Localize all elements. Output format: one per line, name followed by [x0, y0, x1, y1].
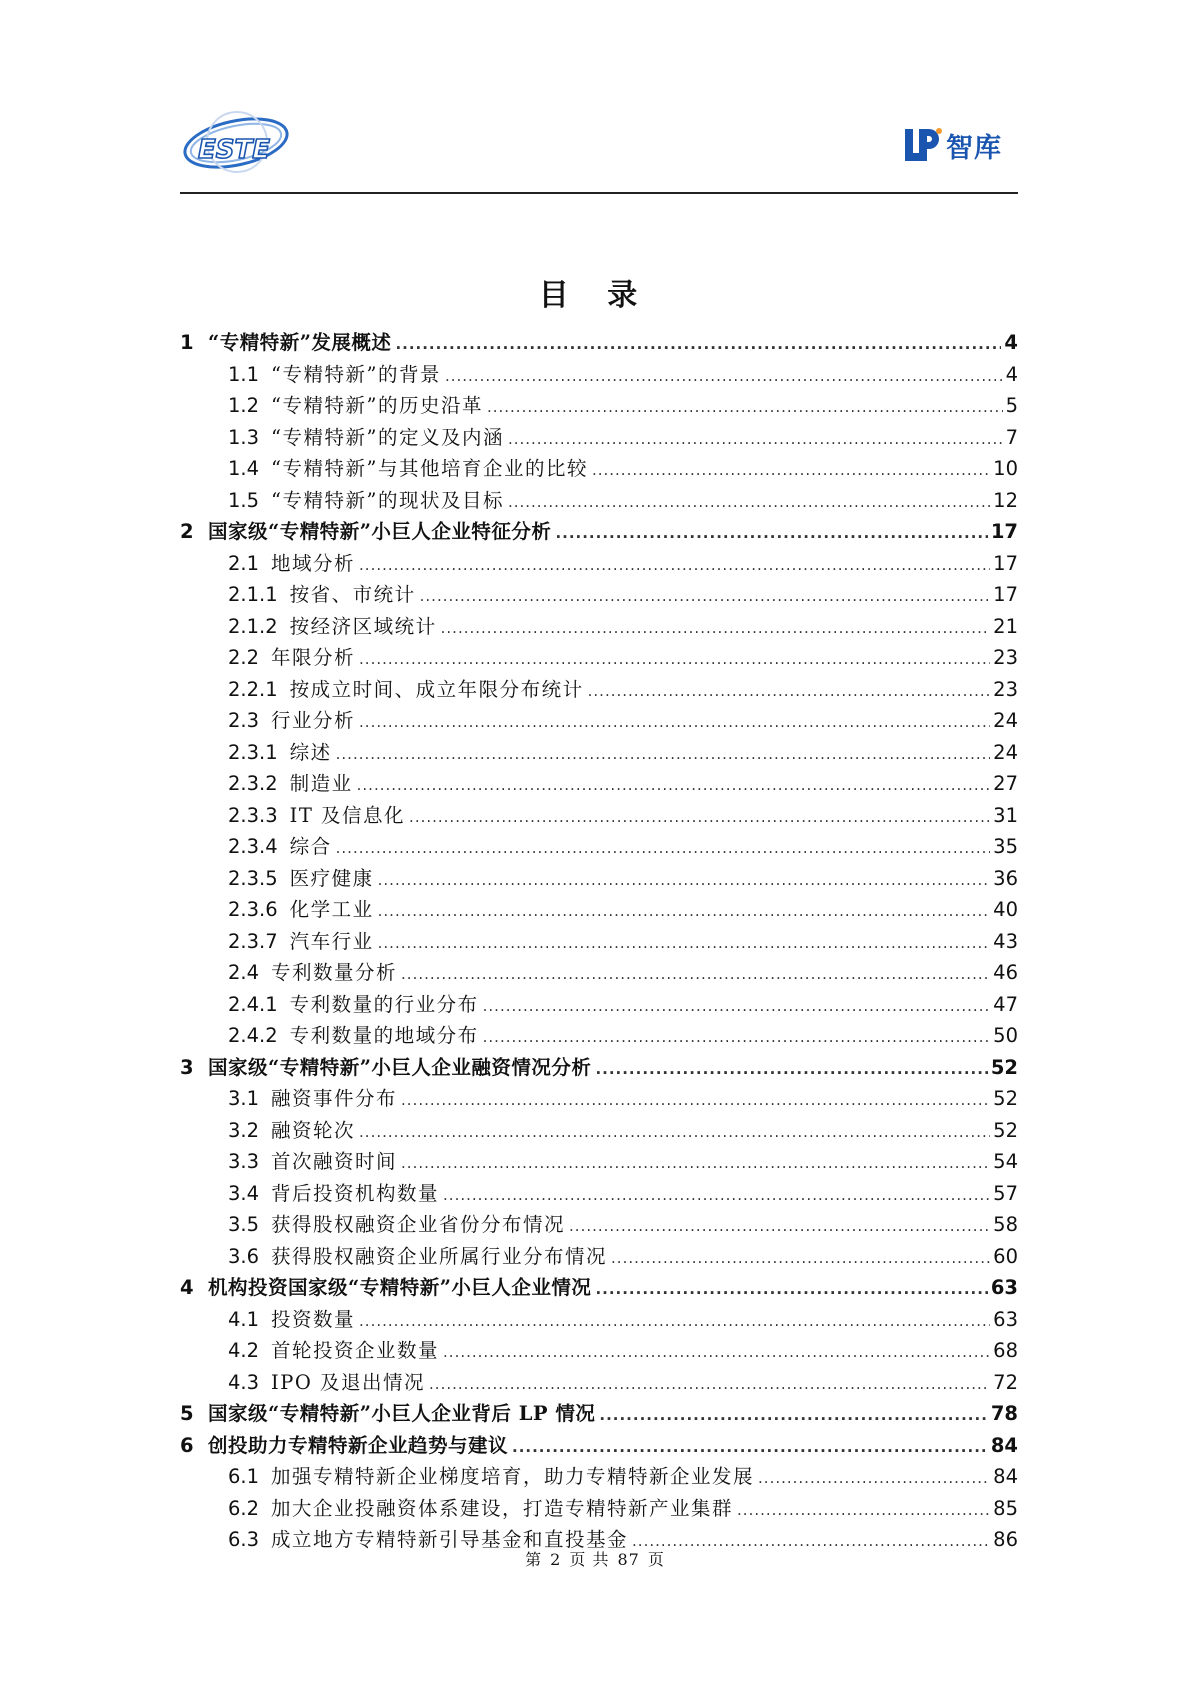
zhiku-text: 智库: [946, 132, 1002, 164]
toc-entry[interactable]: [180, 894, 1018, 926]
toc-entry-number: 2.1.1: [228, 583, 278, 606]
toc-entry-number: 6: [180, 1433, 194, 1457]
toc-entry[interactable]: [180, 453, 1018, 485]
toc-entry-title: 国家级“专精特新”小巨人企业特征分析: [208, 520, 552, 543]
toc-entry-title: “专精特新”与其他培育企业的比较: [271, 457, 588, 480]
toc-entry-title: 首轮投资企业数量: [271, 1339, 440, 1362]
toc-entry[interactable]: [180, 1115, 1018, 1147]
toc-entry-title: 加大企业投融资体系建设，打造专精特新产业集群: [271, 1496, 734, 1520]
toc-entry-number: 6.3: [228, 1528, 260, 1551]
toc-entry-title: 融资事件分布: [271, 1087, 398, 1110]
toc-entry-title: IPO 及退出情况: [271, 1370, 426, 1394]
toc-dot-leader: [378, 902, 991, 920]
toc-entry-title: 制造业: [289, 772, 353, 795]
toc-dot-leader: [441, 619, 991, 637]
toc-entry-number: 3.3: [228, 1150, 260, 1173]
lp-zhiku-logo: [903, 124, 1002, 166]
toc-entry-title: 按经济区域统计: [289, 614, 437, 638]
toc-entry-page: 50: [993, 1024, 1018, 1047]
toc-entry-number: 1: [180, 331, 194, 354]
toc-entry-title: “专精特新”发展概述: [208, 331, 392, 354]
toc-entry-number: 2.3.7: [228, 929, 278, 953]
toc-entry-number: 6.1: [228, 1465, 260, 1488]
toc-dot-leader: [401, 1154, 990, 1172]
toc-entry[interactable]: [180, 1146, 1018, 1178]
toc-dot-leader: [359, 1312, 990, 1330]
toc-entry-title: IT 及信息化: [289, 803, 406, 827]
toc-entry[interactable]: [180, 1461, 1018, 1493]
footer-suffix: 页: [647, 1550, 665, 1569]
toc-entry-title: 综合: [289, 835, 332, 858]
toc-entry-title: 按省、市统计: [289, 583, 416, 606]
toc-dot-leader: [483, 1028, 991, 1046]
toc-dot-leader: [357, 776, 991, 794]
toc-entry-page: 72: [993, 1370, 1018, 1394]
toc-entry[interactable]: [180, 1209, 1018, 1241]
toc-dot-leader: [483, 997, 991, 1015]
toc-entry-page: 60: [993, 1244, 1018, 1268]
toc-entry[interactable]: [180, 863, 1018, 895]
toc-dot-leader: [508, 430, 1003, 448]
toc-entry-page: 84: [993, 1465, 1018, 1488]
toc-dot-leader: [359, 1123, 990, 1141]
toc-entry-page: 35: [993, 835, 1018, 858]
toc-entry[interactable]: [180, 359, 1018, 391]
toc-dot-leader: [401, 965, 990, 983]
toc-entry-page: 47: [993, 992, 1018, 1016]
toc-dot-leader: [429, 1375, 990, 1393]
toc-entry-number: 4.3: [228, 1370, 260, 1394]
toc-title: 目 录: [538, 278, 652, 313]
toc-entry[interactable]: [180, 1052, 1018, 1084]
toc-entry-number: 3.2: [228, 1118, 260, 1142]
toc-dot-leader: [588, 682, 991, 700]
toc-entry-page: 46: [993, 961, 1018, 984]
toc-entry-number: 1.5: [228, 488, 260, 512]
toc-entry-page: 4: [1004, 331, 1018, 354]
toc-entry-title: “专精特新”的定义及内涵: [271, 425, 504, 449]
toc-entry-number: 2.3.1: [228, 740, 278, 764]
toc-entry-number: 3.6: [228, 1244, 260, 1268]
toc-entry[interactable]: [180, 642, 1018, 674]
toc-entry-title: 成立地方专精特新引导基金和直投基金: [271, 1528, 629, 1551]
toc-entry-title: 化学工业: [289, 898, 374, 921]
toc-entry-page: 85: [993, 1496, 1018, 1520]
toc-entry[interactable]: [180, 926, 1018, 958]
toc-entry-page: 36: [993, 866, 1018, 890]
toc-entry-number: 2.3.5: [228, 866, 278, 890]
toc-dot-leader: [487, 398, 1003, 416]
toc-entry[interactable]: [180, 579, 1018, 611]
toc-dot-leader: [401, 1091, 990, 1109]
toc-entry-number: 3.5: [228, 1213, 260, 1236]
toc-entry-page: 5: [1005, 394, 1018, 417]
toc-entry-number: 4.1: [228, 1307, 260, 1331]
page-header: [180, 100, 1018, 194]
toc-entry-number: 2.1.2: [228, 614, 278, 638]
toc-entry-title: 行业分析: [271, 709, 356, 732]
footer-prefix: 第: [525, 1550, 543, 1569]
toc-entry-page: 17: [993, 583, 1018, 606]
toc-entry-number: 3: [180, 1055, 194, 1079]
toc-dot-leader: [420, 587, 991, 605]
toc-dot-leader: [595, 1060, 987, 1078]
toc-dot-leader: [737, 1501, 990, 1519]
toc-dot-leader: [443, 1186, 990, 1204]
toc-entry-title: 融资轮次: [271, 1118, 356, 1142]
toc-entry-title: 加强专精特新企业梯度培育，助力专精特新企业发展: [271, 1465, 755, 1488]
toc-entry-number: 2.3.6: [228, 898, 278, 921]
toc-entry-title: 医疗健康: [289, 866, 374, 890]
toc-entry-page: 27: [993, 772, 1018, 795]
toc-entry-number: 2.2: [228, 646, 260, 669]
toc-entry-page: 52: [993, 1118, 1018, 1142]
toc-dot-leader: [378, 871, 991, 889]
toc-entry[interactable]: [180, 1493, 1018, 1525]
toc-entry-title: 获得股权融资企业所属行业分布情况: [271, 1244, 608, 1268]
toc-entry-title: 获得股权融资企业省份分布情况: [271, 1213, 566, 1236]
toc-entry-page: 52: [993, 1087, 1018, 1110]
toc-entry[interactable]: [180, 957, 1018, 989]
toc-dot-leader: [395, 335, 1001, 353]
toc-dot-leader: [512, 1438, 988, 1456]
toc-entry[interactable]: [180, 548, 1018, 580]
toc-entry-title: “专精特新”的历史沿革: [271, 394, 483, 417]
toc-dot-leader: [758, 1469, 990, 1487]
toc-dot-leader: [595, 1280, 987, 1298]
toc-entry-number: 6.2: [228, 1496, 260, 1520]
toc-dot-leader: [599, 1406, 987, 1424]
toc-entry[interactable]: [180, 1304, 1018, 1336]
toc-entry[interactable]: [180, 390, 1018, 422]
toc-entry-page: 23: [993, 677, 1018, 701]
toc-entry[interactable]: [180, 1398, 1018, 1430]
toc-dot-leader: [611, 1249, 990, 1267]
toc-entry-page: 68: [993, 1339, 1018, 1362]
toc-entry[interactable]: [180, 1178, 1018, 1210]
toc-entry-page: 4: [1005, 362, 1018, 386]
toc-entry-page: 52: [990, 1055, 1018, 1079]
toc-dot-leader: [409, 808, 990, 826]
toc-entry-number: 1.2: [228, 394, 260, 417]
toc-entry-number: 2.3.3: [228, 803, 278, 827]
toc-entry[interactable]: [180, 831, 1018, 863]
toc-entry[interactable]: [180, 1367, 1018, 1399]
toc-entry[interactable]: [180, 768, 1018, 800]
footer-total-pages: 87: [617, 1550, 640, 1569]
toc-entry[interactable]: [180, 705, 1018, 737]
toc-entry-title: 投资数量: [271, 1307, 356, 1331]
toc-entry-page: 84: [990, 1433, 1018, 1457]
toc-entry-page: 24: [993, 709, 1018, 732]
toc-entry-page: 17: [993, 551, 1018, 575]
toc-entry-title: 专利数量的地域分布: [289, 1024, 479, 1047]
svg-text:ESTE: ESTE: [198, 135, 270, 165]
toc-entry-page: 63: [993, 1307, 1018, 1331]
toc-entry-number: 2.3: [228, 709, 260, 732]
toc-entry[interactable]: [180, 1241, 1018, 1273]
toc-dot-leader: [592, 461, 990, 479]
toc-entry-title: 创投助力专精特新企业趋势与建议: [208, 1433, 509, 1457]
toc-entry-number: 2.1: [228, 551, 260, 575]
toc-entry-title: 专利数量的行业分布: [289, 992, 479, 1016]
toc-entry-number: 2.3.2: [228, 772, 278, 795]
toc-entry[interactable]: [180, 1335, 1018, 1367]
toc-entry[interactable]: [180, 611, 1018, 643]
toc-entry-number: 2.4.2: [228, 1024, 278, 1047]
toc-entry-title: 背后投资机构数量: [271, 1181, 440, 1205]
toc-dot-leader: [508, 493, 990, 511]
toc-entry[interactable]: [180, 422, 1018, 454]
toc-entry-page: 12: [993, 488, 1018, 512]
toc-entry-title: 综述: [289, 740, 332, 764]
toc-entry-page: 40: [993, 898, 1018, 921]
toc-entry-number: 1.1: [228, 362, 260, 386]
toc-entry-title: 地域分析: [271, 551, 356, 575]
toc-entry-title: 专利数量分析: [271, 961, 398, 984]
toc-entry-page: 43: [993, 929, 1018, 953]
toc-entry-page: 23: [993, 646, 1018, 669]
toc-entry-title: 首次融资时间: [271, 1150, 398, 1173]
toc-entry[interactable]: [180, 516, 1018, 548]
lp-icon: [903, 125, 943, 165]
toc-entry-title: 年限分析: [271, 646, 356, 669]
toc-entry-page: 54: [993, 1150, 1018, 1173]
toc-entry[interactable]: [180, 989, 1018, 1021]
toc-entry-title: 国家级“专精特新”小巨人企业融资情况分析: [208, 1055, 592, 1079]
toc-entry-number: 4: [180, 1276, 194, 1299]
toc-entry[interactable]: [180, 800, 1018, 832]
table-of-contents: [180, 327, 1018, 1556]
toc-entry-page: 21: [993, 614, 1018, 638]
toc-dot-leader: [378, 934, 991, 952]
este-logo: [180, 100, 292, 182]
toc-entry-number: 2.3.4: [228, 835, 278, 858]
toc-dot-leader: [359, 556, 990, 574]
toc-entry-number: 2.4: [228, 961, 260, 984]
toc-entry[interactable]: [180, 1272, 1018, 1304]
toc-entry-page: 10: [993, 457, 1018, 480]
toc-entry-page: 7: [1005, 425, 1018, 449]
toc-entry-number: 2: [180, 520, 194, 543]
toc-entry-number: 4.2: [228, 1339, 260, 1362]
toc-dot-leader: [359, 650, 990, 668]
toc-dot-leader: [443, 1343, 990, 1361]
toc-entry-page: 17: [990, 520, 1018, 543]
toc-entry-page: 24: [993, 740, 1018, 764]
toc-entry-page: 57: [993, 1181, 1018, 1205]
toc-entry[interactable]: [180, 1430, 1018, 1462]
toc-entry[interactable]: [180, 1083, 1018, 1115]
toc-entry-page: 78: [990, 1402, 1018, 1425]
toc-entry[interactable]: [180, 327, 1018, 359]
toc-entry-title: 按成立时间、成立年限分布统计: [289, 677, 584, 701]
toc-dot-leader: [445, 367, 1003, 385]
toc-entry-title: “专精特新”的背景: [271, 362, 441, 386]
toc-entry[interactable]: [180, 737, 1018, 769]
toc-entry[interactable]: [180, 485, 1018, 517]
page-footer: [0, 1547, 1190, 1570]
toc-entry-number: 1.4: [228, 457, 260, 480]
toc-entry[interactable]: [180, 674, 1018, 706]
toc-entry-page: 63: [990, 1276, 1018, 1299]
toc-entry-number: 2.4.1: [228, 992, 278, 1016]
toc-entry-page: 86: [993, 1528, 1018, 1551]
toc-dot-leader: [336, 745, 991, 763]
toc-entry-title: 国家级“专精特新”小巨人企业背后 LP 情况: [208, 1402, 596, 1425]
footer-page-number: 2: [550, 1550, 562, 1569]
toc-entry-page: 31: [993, 803, 1018, 827]
toc-entry-title: 汽车行业: [289, 929, 374, 953]
toc-entry-number: 3.4: [228, 1181, 260, 1205]
toc-dot-leader: [569, 1217, 990, 1235]
toc-dot-leader: [555, 524, 987, 542]
toc-entry-number: 2.2.1: [228, 677, 278, 701]
toc-entry-number: 5: [180, 1402, 194, 1425]
toc-entry-number: 3.1: [228, 1087, 260, 1110]
toc-entry-number: 1.3: [228, 425, 260, 449]
toc-entry[interactable]: [180, 1020, 1018, 1052]
toc-entry-page: 58: [993, 1213, 1018, 1236]
toc-entry-title: 机构投资国家级“专精特新”小巨人企业情况: [208, 1276, 592, 1299]
toc-dot-leader: [336, 839, 991, 857]
toc-dot-leader: [359, 713, 990, 731]
toc-entry-title: “专精特新”的现状及目标: [271, 488, 504, 512]
footer-middle: 页 共: [569, 1550, 610, 1569]
